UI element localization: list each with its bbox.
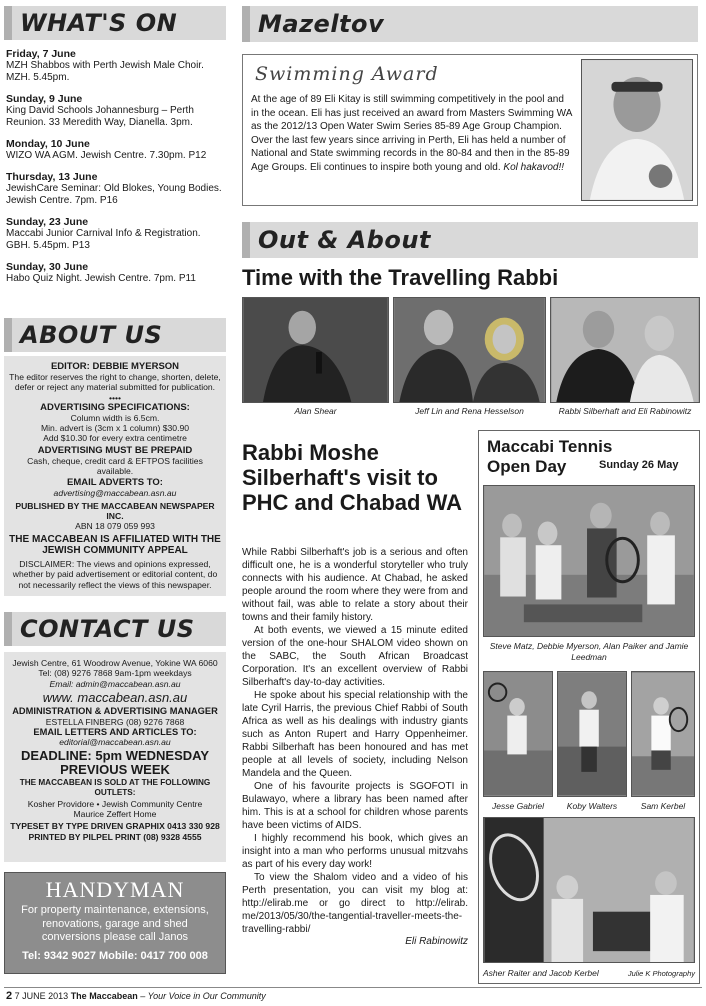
editor-note: The editor reserves the right to change, shorten, delete, defer or reject any material submitted for publication.: [9, 372, 221, 393]
admin-email-link[interactable]: Email: admin@maccabean.asn.au: [49, 678, 181, 689]
caption-asher-jacob: Asher Raiter and Jacob Kerbel: [483, 968, 599, 978]
event-date: Sunday, 9 June: [6, 93, 83, 105]
handyman-phone: Tel: 9342 9027 Mobile: 0417 700 008: [22, 949, 208, 962]
contact-us-heading: CONTACT US: [4, 612, 226, 646]
caption-sam-kerbel: Sam Kerbel: [640, 801, 686, 811]
sam-kerbel-photo: [631, 671, 695, 797]
article-body: [242, 546, 468, 948]
award-body: At the age of 89 Eli Kitay is still swimming competitively in the pool and in the ocean. Eli has just received an award from Masters Swimming WA as the 2012/13 Open Water Swim Series 85-89 Age Group Champion. Over the last few years since arriving in Perth, Eli has held a number of National and State swimming records in the 80-84 and then in the 85-89 Age Groups.: [251, 94, 572, 173]
affiliation: THE MACCABEAN IS AFFILIATED WITH THE JEWISH COMMUNITY APPEAL: [9, 534, 221, 557]
event-item: [6, 261, 224, 285]
website-link[interactable]: www. maccabean.asn.au: [42, 690, 188, 706]
article-headline: Rabbi Moshe Silberhaft's visit to PHC and Chabad WA: [242, 440, 463, 515]
tennis-date: Sunday 26 May: [599, 459, 679, 471]
event-date: Monday, 10 June: [6, 138, 90, 150]
award-text: [251, 93, 573, 175]
alan-shear-photo: [242, 297, 389, 403]
email-title: EMAIL ADVERTS TO:: [67, 477, 163, 489]
event-item: [6, 171, 224, 207]
handyman-text: For property maintenance, extensions, renovations, garage and shed conversions please call Janos: [21, 904, 209, 943]
letters-title: EMAIL LETTERS AND ARTICLES TO:: [33, 727, 197, 738]
event-text: Habo Quiz Night. Jewish Centre. 7pm. P11: [6, 273, 196, 284]
editor-name: EDITOR: DEBBIE MYERSON: [50, 361, 180, 372]
divider-bullets: ••••: [108, 392, 122, 403]
article-paragraph: To view the Shalom video and a video of his Perth presentation, you can visit my blog at: http://elirab.me or go direct to http://elirab. me/2013/05/30/the-tangential-traveller-meets-the-travelling-rabbi/: [242, 872, 468, 935]
koby-walters-photo: [557, 671, 627, 797]
whats-on-list: [6, 48, 224, 285]
event-text: King David Schools Johannesburg – Perth Reunion. 33 Meredith Way, Dianella. 3pm.: [6, 105, 194, 128]
telephone: Tel: (08) 9276 7868 9am-1pm weekdays: [38, 668, 192, 679]
address: Jewish Centre, 61 Woodrow Avenue, Yokine WA 6060: [12, 658, 218, 668]
article-paragraph: He spoke about his special relationship with the late Cyril Harris, the previous Chief Rabbi of South Africa as well as his dealings with industry giants such as Anton Rupert and Harry Oppenheimer. Rabbi Silberhaft has been honoured and has met people at all levels of society, including Nelson Mandela and the Queen.: [242, 690, 468, 779]
event-text: MZH Shabbos with Perth Jewish Male Choir. MZH. 5.45pm.: [6, 60, 204, 83]
photo-credit: Julie K Photography: [627, 969, 695, 978]
deadline: DEADLINE: 5pm WEDNESDAY PREVIOUS WEEK: [20, 747, 210, 777]
eli-kitay-photo: [581, 59, 693, 201]
event-item: [6, 138, 224, 162]
publisher: PUBLISHED BY THE MACCABEAN NEWSPAPER INC.: [15, 500, 215, 521]
rabbi-eli-photo: [550, 297, 700, 403]
typeset-credit: TYPESET BY TYPE DRIVEN GRAPHIX 0413 330 928: [10, 821, 220, 832]
outlets-line: Kosher Providore • Jewish Community Centre: [27, 798, 203, 809]
caption-jesse-gabriel: Jesse Gabriel: [492, 801, 544, 811]
ad-spec-line: Min. advert is (3cm x 1 column) $30.90: [40, 423, 190, 434]
event-item: [6, 93, 224, 129]
abn: ABN 18 079 059 993: [75, 521, 155, 532]
paper-name: The Maccabean: [70, 991, 138, 1001]
event-date: Sunday, 23 June: [6, 216, 89, 228]
event-date: Sunday, 30 June: [6, 261, 89, 273]
paper-tagline: – Your Voice in Our Community: [140, 991, 266, 1001]
out-about-title: Time with the Travelling Rabbi: [242, 265, 559, 290]
page-footer: [6, 989, 266, 1003]
handyman-ad: [4, 872, 226, 974]
advertising-email-link[interactable]: advertising@maccabean.asn.au: [53, 488, 177, 499]
event-date: Friday, 7 June: [6, 48, 76, 60]
award-kol-hakavod: Kol hakavod!!: [503, 161, 565, 173]
print-credit: PRINTED BY PILPEL PRINT (08) 9328 4555: [28, 831, 202, 842]
swimming-award-box: [242, 54, 698, 206]
tennis-title: Maccabi Tennis Open Day: [487, 437, 613, 476]
tennis-box: [478, 430, 700, 984]
contact-panel: [4, 652, 226, 862]
award-body-2: Eli continues to inspire both young and old.: [309, 161, 501, 173]
manager-name: ESTELLA FINBERG (08) 9276 7868: [45, 716, 185, 727]
out-about-heading: Out & About: [242, 222, 698, 258]
manager-title: ADMINISTRATION & ADVERTISING MANAGER: [12, 706, 218, 717]
prepaid-title: ADVERTISING MUST BE PREPAID: [37, 444, 193, 456]
article-paragraph: At both events, we viewed a 15 minute edited version of the one-hour SHALOM video shown on the SABC, the South African Broadcast Corporation. It's an excellent overview of Rabbi Silberhaft's day-to-day activities.: [242, 625, 468, 688]
caption-rabbi-eli: Rabbi Silberhaft and Eli Rabinowitz: [558, 406, 692, 416]
jesse-gabriel-photo: [483, 671, 553, 797]
event-date: Thursday, 13 June: [6, 171, 98, 183]
tennis-title-block: [487, 437, 697, 477]
event-item: [6, 216, 224, 252]
article-byline: Eli Rabinowitz: [405, 936, 468, 947]
caption-jeff-rena: Jeff Lin and Rena Hesselson: [415, 406, 524, 416]
event-text: Maccabi Junior Carnival Info & Registration. GBH. 5.45pm. P13: [6, 228, 201, 251]
footer-rule: [4, 987, 702, 988]
whats-on-heading: WHAT'S ON: [4, 6, 226, 40]
tennis-group-photo: [483, 485, 695, 637]
editorial-email-link[interactable]: editorial@maccabean.asn.au: [59, 737, 171, 748]
caption-koby-walters: Koby Walters: [566, 801, 618, 811]
article-paragraph: While Rabbi Silberhaft's job is a serious and often difficult one, he is a wonderful storyteller who truly connects with his audience. At Chabad, he asked people around the room where they were from and without fail, was able to relate a story about their towns and their family history.: [242, 547, 468, 623]
prepaid-text: Cash, cheque, credit card & EFTPOS facilities available.: [27, 455, 203, 477]
event-text: WIZO WA AGM. Jewish Centre. 7.30pm. P12: [6, 150, 207, 161]
issue-date: 7 JUNE 2013: [14, 991, 69, 1001]
handyman-title: HANDYMAN: [45, 877, 185, 902]
jeff-rena-photo: [393, 297, 546, 403]
award-title: Swimming Award: [255, 63, 439, 85]
caption-tennis-group: Steve Matz, Debbie Myerson, Alan Paiker and Jamie Leedman: [489, 641, 689, 662]
about-us-panel: [4, 356, 226, 596]
event-text: JewishCare Seminar: Old Blokes, Young Bodies. Jewish Centre. 7pm. P16: [6, 183, 222, 206]
ad-spec-title: ADVERTISING SPECIFICATIONS:: [40, 401, 190, 413]
ad-spec-line: Add $10.30 for every extra centimetre: [43, 433, 187, 444]
event-item: [6, 48, 224, 84]
disclaimer: DISCLAIMER: The views and opinions expressed, whether by paid advertisement or editorial content, do not necessarily reflect the views of this newspaper.: [12, 559, 218, 590]
about-us-heading: ABOUT US: [4, 318, 226, 352]
article-paragraph: I highly recommend his book, which gives an insight into a man who performs unusual mitzvahs as part of his every day work!: [242, 833, 468, 870]
ad-spec-line: Column width is 6.5cm.: [70, 413, 160, 424]
outlets-title: THE MACCABEAN IS SOLD AT THE FOLLOWING OUTLETS:: [19, 777, 211, 798]
asher-jacob-photo: [483, 817, 695, 963]
caption-alan-shear: Alan Shear: [294, 406, 337, 416]
mazeltov-heading: Mazeltov: [242, 6, 698, 42]
page-number: 2: [6, 990, 13, 1002]
article-paragraph: One of his favourite projects is SGOFOTI in Bulawayo, where a library has been named after him. This is at a school for children whose parents have been victims of AIDS.: [242, 781, 468, 831]
outlets-line: Maurice Zeffert Home: [73, 809, 157, 820]
